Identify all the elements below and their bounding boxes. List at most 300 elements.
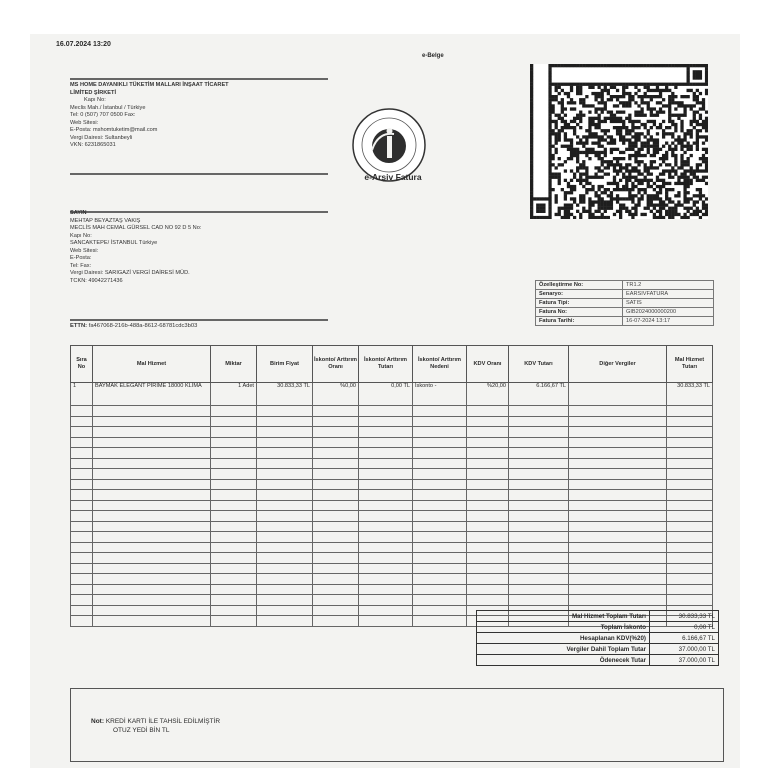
qr-module (631, 123, 634, 126)
qr-module (705, 83, 708, 86)
qr-module (573, 173, 576, 176)
qr-module (598, 86, 601, 89)
qr-module (705, 126, 708, 129)
qr-module (702, 120, 705, 123)
total-label: Vergiler Dahil Toplam Tutar (477, 644, 650, 655)
qr-module (598, 138, 601, 141)
qr-module (665, 83, 668, 86)
qr-module (548, 154, 551, 157)
empty-cell (667, 574, 713, 585)
empty-cell (257, 542, 313, 553)
qr-module (693, 95, 696, 98)
qr-module (536, 216, 539, 219)
empty-cell (569, 469, 667, 480)
empty-cell (359, 532, 413, 543)
qr-module (628, 132, 631, 135)
empty-cell (313, 542, 359, 553)
qr-module (647, 169, 650, 172)
empty-cell (667, 500, 713, 511)
qr-module (656, 151, 659, 154)
qr-module (591, 92, 594, 95)
qr-module (548, 80, 551, 83)
qr-module (634, 126, 637, 129)
qr-module (555, 114, 558, 117)
qr-module (699, 64, 702, 67)
qr-module (634, 151, 637, 154)
qr-module (622, 104, 625, 107)
qr-module (674, 169, 677, 172)
empty-row (71, 595, 713, 606)
qr-module (564, 179, 567, 182)
qr-module (644, 101, 647, 104)
qr-module (687, 179, 690, 182)
qr-module (687, 104, 690, 107)
qr-module (702, 213, 705, 216)
qr-module (637, 160, 640, 163)
qr-module (548, 104, 551, 107)
qr-module (564, 191, 567, 194)
qr-module (622, 89, 625, 92)
qr-module (668, 114, 671, 117)
qr-module (656, 197, 659, 200)
qr-module (582, 163, 585, 166)
qr-module (680, 160, 683, 163)
qr-module (687, 89, 690, 92)
qr-module (699, 92, 702, 95)
qr-module (576, 166, 579, 169)
empty-cell (93, 469, 211, 480)
ettn-label: ETTN: (70, 323, 88, 329)
qr-module (674, 95, 677, 98)
qr-module (687, 191, 690, 194)
qr-module (588, 210, 591, 213)
empty-row (71, 553, 713, 564)
qr-module (644, 163, 647, 166)
qr-module (647, 148, 650, 151)
qr-module (607, 207, 610, 210)
qr-module (548, 185, 551, 188)
empty-cell (71, 605, 93, 616)
empty-row (71, 406, 713, 417)
qr-module (631, 142, 634, 145)
qr-module (665, 182, 668, 185)
note-line2: OTUZ YEDİ BİN TL (113, 727, 170, 734)
qr-module (631, 148, 634, 151)
qr-module (690, 132, 693, 135)
qr-module (702, 135, 705, 138)
qr-module (668, 107, 671, 110)
qr-module (616, 64, 619, 67)
qr-module (683, 104, 686, 107)
qr-module (548, 188, 551, 191)
qr-module (548, 111, 551, 114)
qr-module (555, 166, 558, 169)
qr-module (647, 151, 650, 154)
qr-module (573, 101, 576, 104)
qr-module (594, 95, 597, 98)
empty-cell (359, 511, 413, 522)
qr-module (585, 95, 588, 98)
qr-module (561, 216, 564, 219)
buyer-line: Kapı No: (70, 232, 92, 239)
qr-module (644, 92, 647, 95)
qr-module (619, 117, 622, 120)
qr-module (687, 76, 690, 79)
qr-module (628, 83, 631, 86)
qr-module (548, 169, 551, 172)
cell-desc: BAYMAK ELEGANT PİRİME 18000 KLİMA (93, 383, 211, 406)
qr-module (610, 151, 613, 154)
qr-module (619, 166, 622, 169)
empty-cell (257, 595, 313, 606)
seller-line: E-Posta: mshomtuketim@mail.com (70, 127, 158, 133)
qr-module (548, 64, 551, 67)
qr-module (604, 200, 607, 203)
qr-module (570, 138, 573, 141)
qr-module (668, 169, 671, 172)
qr-module (634, 154, 637, 157)
qr-module (683, 173, 686, 176)
qr-module (594, 166, 597, 169)
qr-module (576, 83, 579, 86)
qr-module (594, 210, 597, 213)
empty-cell (509, 490, 569, 501)
qr-module (548, 148, 551, 151)
qr-module (625, 182, 628, 185)
qr-module (674, 148, 677, 151)
qr-module (573, 132, 576, 135)
qr-module (588, 200, 591, 203)
qr-module (551, 95, 554, 98)
qr-module (659, 95, 662, 98)
empty-cell (667, 416, 713, 427)
qr-module (625, 92, 628, 95)
qr-module (671, 135, 674, 138)
qr-module (690, 107, 693, 110)
empty-cell (467, 406, 509, 417)
qr-module (601, 204, 604, 207)
qr-module (674, 145, 677, 148)
qr-module (644, 64, 647, 67)
qr-module (702, 194, 705, 197)
qr-module (601, 89, 604, 92)
qr-module (591, 142, 594, 145)
qr-module (693, 142, 696, 145)
qr-module (656, 194, 659, 197)
qr-module (693, 73, 696, 76)
qr-module (585, 142, 588, 145)
qr-module (680, 138, 683, 141)
qr-module (622, 123, 625, 126)
qr-module (699, 73, 702, 76)
qr-module (558, 179, 561, 182)
qr-module (687, 163, 690, 166)
qr-module (653, 154, 656, 157)
qr-module (610, 114, 613, 117)
qr-module (545, 216, 548, 219)
qr-module (634, 213, 637, 216)
empty-cell (93, 406, 211, 417)
qr-module (582, 142, 585, 145)
qr-module (662, 104, 665, 107)
qr-module (576, 148, 579, 151)
empty-cell (313, 479, 359, 490)
qr-module (705, 204, 708, 207)
qr-module (687, 176, 690, 179)
qr-module (680, 216, 683, 219)
qr-module (690, 197, 693, 200)
qr-module (601, 64, 604, 67)
qr-module (683, 185, 686, 188)
qr-module (659, 207, 662, 210)
empty-cell (359, 605, 413, 616)
empty-cell (71, 542, 93, 553)
qr-module (696, 70, 699, 73)
qr-module (683, 132, 686, 135)
qr-module (647, 166, 650, 169)
qr-module (530, 204, 533, 207)
qr-module (674, 129, 677, 132)
qr-module (576, 169, 579, 172)
qr-module (576, 142, 579, 145)
qr-module (598, 216, 601, 219)
qr-module (634, 92, 637, 95)
qr-module (594, 191, 597, 194)
empty-cell (667, 427, 713, 438)
qr-module (585, 83, 588, 86)
empty-cell (211, 437, 257, 448)
qr-module (561, 117, 564, 120)
empty-cell (467, 427, 509, 438)
qr-module (656, 216, 659, 219)
qr-module (530, 73, 533, 76)
qr-module (687, 95, 690, 98)
qr-module (604, 117, 607, 120)
qr-module (653, 151, 656, 154)
qr-module (555, 98, 558, 101)
qr-module (604, 104, 607, 107)
qr-module (650, 200, 653, 203)
qr-module (548, 114, 551, 117)
seller-line: Meclis Mah./ İstanbul / Türkiye (70, 104, 146, 111)
qr-module (548, 173, 551, 176)
qr-module (705, 213, 708, 216)
qr-module (628, 194, 631, 197)
qr-module (530, 185, 533, 188)
qr-module (607, 92, 610, 95)
qr-module (680, 166, 683, 169)
empty-cell (313, 616, 359, 627)
empty-row (71, 479, 713, 490)
qr-module (699, 70, 702, 73)
qr-module (693, 92, 696, 95)
qr-code-icon (530, 64, 708, 219)
qr-module (674, 86, 677, 89)
qr-module (555, 197, 558, 200)
qr-module (628, 142, 631, 145)
qr-module (637, 197, 640, 200)
qr-module (674, 160, 677, 163)
qr-module (683, 197, 686, 200)
qr-module (555, 213, 558, 216)
qr-module (539, 210, 542, 213)
qr-module (668, 145, 671, 148)
qr-module (616, 104, 619, 107)
qr-module (548, 204, 551, 207)
qr-module (579, 216, 582, 219)
empty-cell (313, 511, 359, 522)
qr-module (573, 107, 576, 110)
empty-cell (413, 616, 467, 627)
qr-module (613, 182, 616, 185)
qr-module (613, 166, 616, 169)
qr-module (591, 188, 594, 191)
qr-module (699, 216, 702, 219)
qr-module (653, 207, 656, 210)
empty-row (71, 437, 713, 448)
qr-module (687, 182, 690, 185)
qr-module (582, 160, 585, 163)
total-value: 0,00 TL (650, 622, 719, 633)
qr-module (613, 213, 616, 216)
qr-module (674, 154, 677, 157)
buyer-line: Web Sitesi: (70, 247, 99, 254)
qr-module (659, 197, 662, 200)
qr-module (656, 101, 659, 104)
qr-module (696, 101, 699, 104)
qr-module (582, 194, 585, 197)
qr-module (656, 64, 659, 67)
qr-module (662, 185, 665, 188)
qr-module (699, 163, 702, 166)
qr-module (662, 207, 665, 210)
col-header: KDV Tutarı (509, 346, 569, 383)
qr-module (551, 163, 554, 166)
empty-cell (509, 437, 569, 448)
empty-cell (467, 563, 509, 574)
qr-module (653, 89, 656, 92)
qr-module (699, 117, 702, 120)
qr-module (579, 120, 582, 123)
total-row (477, 655, 719, 666)
qr-module (622, 188, 625, 191)
empty-cell (359, 595, 413, 606)
qr-module (687, 216, 690, 219)
qr-module (588, 86, 591, 89)
qr-module (680, 123, 683, 126)
qr-module (705, 197, 708, 200)
qr-module (674, 138, 677, 141)
qr-module (558, 92, 561, 95)
qr-module (570, 204, 573, 207)
qr-module (671, 188, 674, 191)
qr-module (625, 185, 628, 188)
qr-module (570, 191, 573, 194)
qr-module (702, 204, 705, 207)
qr-module (683, 83, 686, 86)
empty-cell (569, 427, 667, 438)
qr-module (671, 123, 674, 126)
qr-module (705, 64, 708, 67)
qr-module (662, 204, 665, 207)
qr-module (567, 191, 570, 194)
qr-module (604, 154, 607, 157)
qr-module (634, 169, 637, 172)
qr-module (677, 64, 680, 67)
qr-module (607, 98, 610, 101)
qr-module (671, 92, 674, 95)
qr-module (677, 204, 680, 207)
qr-module (671, 213, 674, 216)
qr-module (530, 142, 533, 145)
empty-cell (93, 532, 211, 543)
qr-module (705, 163, 708, 166)
qr-module (693, 200, 696, 203)
qr-module (530, 148, 533, 151)
qr-module (699, 123, 702, 126)
qr-module (579, 197, 582, 200)
qr-module (604, 204, 607, 207)
qr-module (702, 107, 705, 110)
qr-module (671, 148, 674, 151)
empty-cell (93, 416, 211, 427)
qr-module (640, 145, 643, 148)
qr-module (598, 151, 601, 154)
empty-cell (467, 500, 509, 511)
qr-module (604, 216, 607, 219)
empty-cell (359, 521, 413, 532)
qr-module (598, 120, 601, 123)
qr-module (530, 129, 533, 132)
qr-module (696, 166, 699, 169)
qr-module (693, 64, 696, 67)
qr-module (702, 157, 705, 160)
qr-module (564, 160, 567, 163)
qr-module (690, 213, 693, 216)
empty-cell (413, 553, 467, 564)
qr-module (558, 117, 561, 120)
qr-module (591, 185, 594, 188)
qr-module (591, 117, 594, 120)
qr-module (613, 95, 616, 98)
qr-module (702, 179, 705, 182)
qr-module (662, 200, 665, 203)
empty-cell (509, 406, 569, 417)
qr-module (702, 104, 705, 107)
seller-line: Web Sitesi: (70, 119, 99, 126)
qr-module (610, 204, 613, 207)
qr-module (644, 95, 647, 98)
qr-module (656, 179, 659, 182)
meta-value: EARSIVFATURA (623, 290, 714, 299)
seller-info (70, 82, 330, 150)
qr-module (668, 126, 671, 129)
empty-cell (509, 595, 569, 606)
qr-module (683, 160, 686, 163)
qr-module (634, 210, 637, 213)
qr-module (668, 117, 671, 120)
qr-module (696, 89, 699, 92)
qr-module (570, 145, 573, 148)
qr-module (659, 92, 662, 95)
qr-module (644, 83, 647, 86)
qr-module (576, 89, 579, 92)
qr-module (564, 107, 567, 110)
qr-module (613, 157, 616, 160)
qr-module (582, 145, 585, 148)
divider (70, 173, 328, 175)
qr-module (625, 132, 628, 135)
